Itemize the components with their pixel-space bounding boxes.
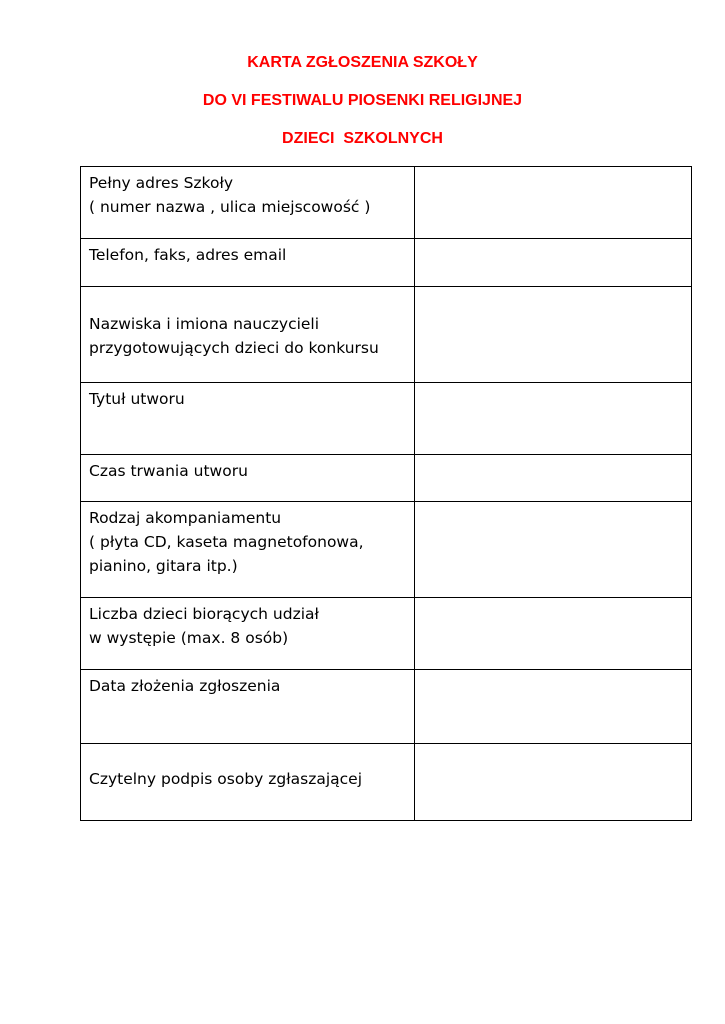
application-form-table [80,166,692,821]
table-row-song-title [81,383,692,455]
form-title-line-2: DO VI FESTIWALU PIOSENKI RELIGIJNEJ [202,92,523,109]
label-cell [81,744,415,821]
table-row-contact [81,239,692,287]
teachers-label: Nazwiska i imiona nauczycieli przygotowujących dzieci do konkursu [89,314,379,357]
table-row-accompaniment [81,502,692,598]
signature-field[interactable] [415,744,692,821]
label-cell [81,167,415,239]
label-cell [81,383,415,455]
duration-field[interactable] [415,455,692,502]
teachers-field[interactable] [415,287,692,383]
table-row-children-count [81,598,692,670]
table-row-teachers [81,287,692,383]
label-cell [81,598,415,670]
children-count-field[interactable] [415,598,692,670]
table-row-signature [81,744,692,821]
label-cell [81,670,415,744]
duration-label: Czas trwania utworu [89,462,248,480]
school-address-label: Pełny adres Szkoły ( numer nazwa , ulica miejscowość ) [89,174,371,216]
accompaniment-field[interactable] [415,502,692,598]
children-count-label: Liczba dzieci biorących udział w występie (max. 8 osób) [89,605,319,647]
contact-label: Telefon, faks, adres email [89,246,287,264]
signature-label: Czytelny podpis osoby zgłaszającej [89,770,363,788]
label-cell [81,455,415,502]
song-title-label: Tytuł utworu [89,390,185,408]
submission-date-label: Data złożenia zgłoszenia [89,677,281,695]
table-row-school-address [81,167,692,239]
contact-field[interactable] [415,239,692,287]
label-cell [81,502,415,598]
table-row-submission-date [81,670,692,744]
form-title-line-1: KARTA ZGŁOSZENIA SZKOŁY [247,54,478,71]
table-row-duration [81,455,692,502]
accompaniment-label: Rodzaj akompaniamentu ( płyta CD, kaseta magnetofonowa, pianino, gitara itp.) [89,509,364,575]
label-cell [81,287,415,383]
submission-date-field[interactable] [415,670,692,744]
form-title-line-3: DZIECI SZKOLNYCH [282,130,443,147]
song-title-field[interactable] [415,383,692,455]
school-address-field[interactable] [415,167,692,239]
label-cell [81,239,415,287]
